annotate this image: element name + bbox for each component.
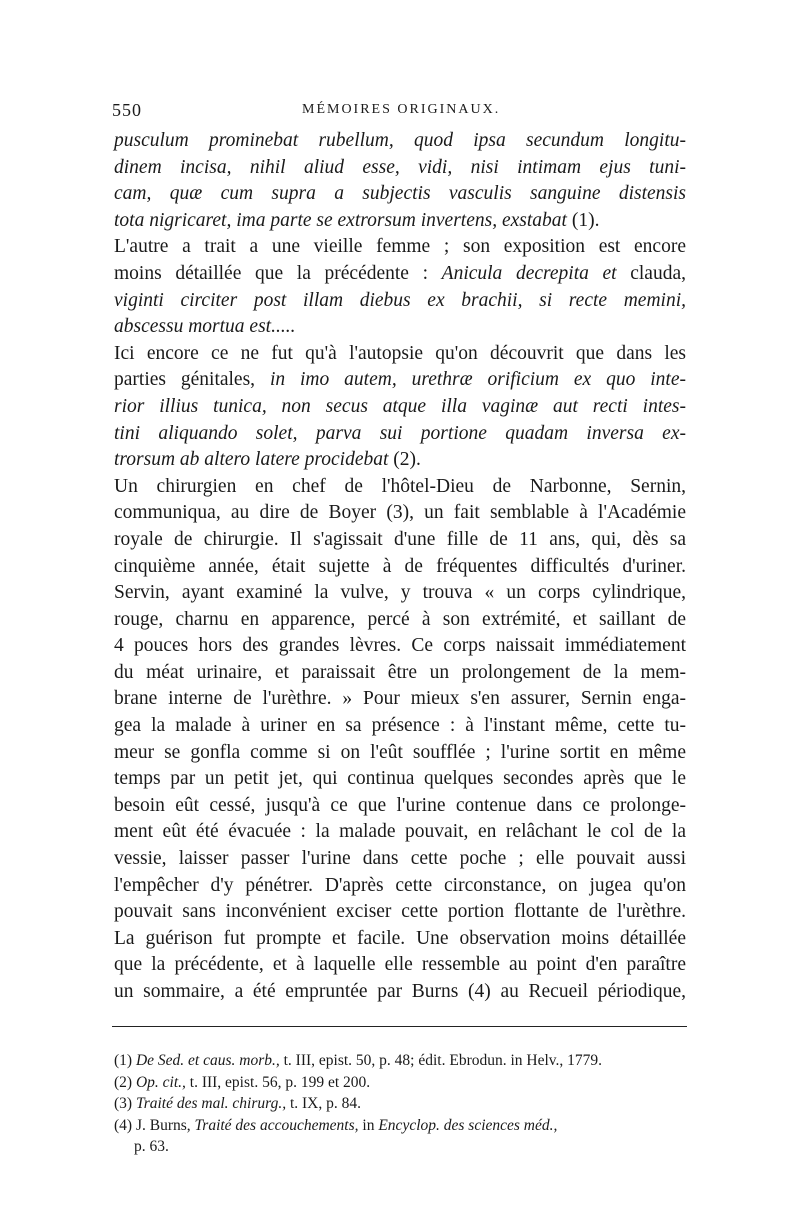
footnote-line: [114, 1050, 686, 1072]
text-line: [114, 314, 686, 341]
text-segment: (2): [114, 1073, 136, 1091]
text-line: [114, 846, 686, 873]
text-line: [114, 527, 686, 554]
page-number: 550: [112, 100, 142, 120]
text-line: [114, 394, 686, 421]
footnote-line: [114, 1072, 686, 1094]
footnote-divider: [112, 1026, 687, 1027]
italic-text: De Sed. et caus. morb.,: [135, 1052, 280, 1069]
text-segment: (1).: [566, 209, 600, 231]
text-segment: clauda,: [616, 262, 686, 284]
italic-text: Traité des mal. chirurg.,: [135, 1095, 287, 1112]
text-segment: moins détaillée que la précédente :: [114, 262, 442, 284]
footnote-line: [114, 1136, 686, 1158]
text-segment: (4) J. Burns,: [114, 1116, 195, 1134]
text-line: [114, 208, 686, 235]
text-segment: p. 63.: [134, 1138, 169, 1155]
text-segment: rouge, charnu en apparence, percé à son extrémité, et saillant de: [114, 608, 686, 630]
text-segment: ment eût été évacuée : la malade pouvait, en relâchant le col de la: [114, 821, 686, 843]
italic-text: tini aliquando solet, parva sui portione quadam inversa ex-: [114, 422, 686, 444]
text-segment: que la précédente, et à laquelle elle ressemble au point d'en paraître: [114, 954, 686, 976]
text-segment: Un chirurgien en chef de l'hôtel-Dieu de Narbonne, Sernin,: [114, 475, 686, 497]
text-segment: royale de chirurgie. Il s'agissait d'une fille de 11 ans, qui, dès sa: [114, 528, 686, 550]
running-title: MÉMOIRES ORIGINAUX.: [302, 102, 501, 117]
text-line: [114, 234, 686, 261]
text-segment: (3): [114, 1095, 136, 1112]
text-line: [114, 554, 686, 581]
italic-text: trorsum ab altero latere procidebat: [114, 449, 389, 471]
text-line: [114, 261, 686, 288]
text-line: [114, 633, 686, 660]
text-line: [114, 979, 686, 1006]
text-segment: (1): [114, 1052, 136, 1069]
footnotes: [114, 1050, 686, 1158]
italic-text: Anicula decrepita et: [441, 262, 617, 284]
text-segment: parties génitales,: [114, 369, 270, 391]
text-line: [114, 793, 686, 820]
text-line: [114, 421, 686, 448]
text-segment: t. III, epist. 56, p. 199 et 200.: [185, 1073, 371, 1091]
text-line: [114, 607, 686, 634]
text-line: [114, 952, 686, 979]
text-segment: l'empêcher d'y pénétrer. D'après cette circonstance, on jugea qu'on: [114, 874, 686, 896]
italic-text: viginti circiter post illam diebus ex brachii, si recte memini,: [114, 289, 686, 311]
text-segment: Ici encore ce ne fut qu'à l'autopsie qu'on découvrit que dans les: [114, 342, 686, 364]
text-segment: vessie, laisser passer l'urine dans cette poche ; elle pouvait aussi: [114, 848, 686, 870]
italic-text: Op. cit.,: [135, 1073, 186, 1091]
body-text: [114, 128, 686, 1006]
italic-text: tota nigricaret, ima parte se extrorsum invertens, exstabat: [114, 209, 567, 231]
text-segment: Servin, ayant examiné la vulve, y trouva « un corps cylindrique,: [114, 582, 686, 604]
text-segment: L'autre a trait a une vieille femme ; son exposition est encore: [114, 236, 686, 258]
italic-text: pusculum prominebat rubellum, quod ipsa secundum longitu-: [114, 130, 686, 151]
italic-text: Traité des accouchements,: [194, 1116, 359, 1134]
text-segment: La guérison fut prompte et facile. Une observation moins détaillée: [114, 927, 686, 949]
text-segment: brane interne de l'urèthre. » Pour mieux s'en assurer, Sernin enga-: [114, 688, 686, 710]
text-line: [114, 288, 686, 315]
text-segment: 4 pouces hors des grandes lèvres. Ce corps naissait immédiatement: [114, 635, 686, 657]
text-line: [114, 713, 686, 740]
text-line: [114, 873, 686, 900]
text-line: [114, 474, 686, 501]
text-line: [114, 740, 686, 767]
page-header: [112, 100, 687, 124]
text-line: [114, 128, 686, 155]
text-segment: gea la malade à uriner en sa présence : à l'instant même, cette tu-: [114, 715, 686, 737]
text-line: [114, 926, 686, 953]
text-segment: pouvait sans inconvénient exciser cette portion flottante de l'urèthre.: [114, 901, 686, 923]
text-segment: du méat urinaire, et paraissait être un prolongement de la mem-: [114, 661, 686, 683]
italic-text: cam, quæ cum supra a subjectis vasculis sanguine distensis: [114, 183, 686, 205]
text-line: [114, 686, 686, 713]
text-segment: in: [358, 1116, 379, 1134]
text-line: [114, 819, 686, 846]
text-segment: cinquième année, était sujette à de fréquentes difficultés d'uriner.: [114, 555, 686, 577]
italic-text: in imo autem, urethræ orificium ex quo inte-: [269, 369, 686, 391]
italic-text: dinem incisa, nihil aliud esse, vidi, nisi intimam ejus tuni-: [114, 156, 686, 178]
text-line: [114, 181, 686, 208]
text-line: [114, 447, 686, 474]
italic-text: abscessu mortua est.....: [114, 316, 296, 338]
text-segment: t. IX, p. 84.: [286, 1095, 362, 1112]
footnote-line: [114, 1115, 686, 1137]
text-segment: besoin eût cessé, jusqu'à ce que l'urine contenue dans ce prolonge-: [114, 794, 686, 816]
text-line: [114, 766, 686, 793]
text-segment: un sommaire, a été empruntée par Burns (4) au Recueil périodique,: [114, 981, 686, 1002]
italic-text: rior illius tunica, non secus atque illa vaginæ aut recti intes-: [114, 395, 686, 417]
text-line: [114, 660, 686, 687]
text-segment: temps par un petit jet, qui continua quelques secondes après que le: [114, 768, 686, 790]
text-segment: communiqua, au dire de Boyer (3), un fait semblable à l'Académie: [114, 502, 686, 524]
text-segment: (2).: [388, 449, 421, 471]
text-line: [114, 500, 686, 527]
footnote-line: [114, 1093, 686, 1115]
italic-text: Encyclop. des sciences méd.,: [378, 1116, 558, 1134]
text-segment: t. III, epist. 50, p. 48; édit. Ebrodun. in Helv., 1779.: [279, 1052, 603, 1069]
text-line: [114, 580, 686, 607]
text-line: [114, 899, 686, 926]
text-line: [114, 367, 686, 394]
text-segment: meur se gonfla comme si on l'eût soufflée ; l'urine sortit en même: [114, 741, 686, 763]
text-line: [114, 155, 686, 182]
text-line: [114, 341, 686, 368]
